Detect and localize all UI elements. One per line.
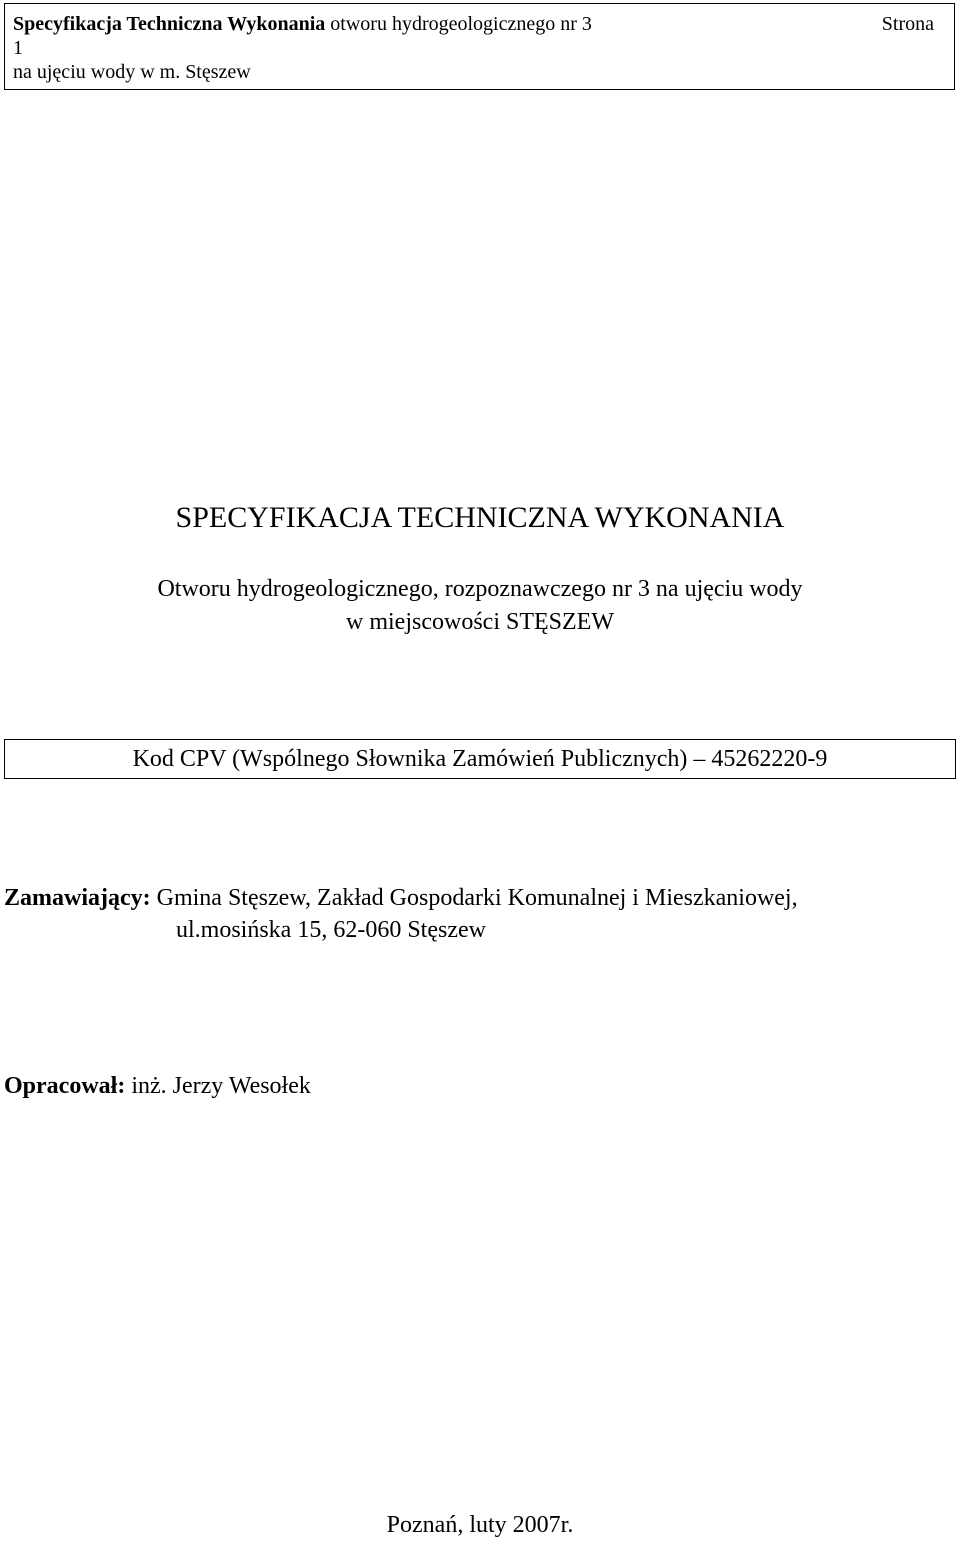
header-location: na ujęciu wody w m. Stęszew — [13, 61, 251, 83]
ordering-party-label: Zamawiający: — [4, 885, 151, 911]
author — [4, 1071, 311, 1101]
cpv-code-text: Kod CPV (Wspólnego Słownika Zamówień Publicznych) – 45262220-9 — [132, 746, 828, 772]
header-page-number: 1 — [13, 37, 23, 59]
ordering-party — [4, 883, 798, 913]
author-value: inż. Jerzy Wesołek — [125, 1073, 311, 1099]
header-title-rest: otworu hydrogeologicznego nr 3 — [325, 13, 592, 35]
cpv-code-box — [4, 739, 956, 779]
document-title: SPECYFIKACJA TECHNICZNA WYKONANIA — [175, 501, 785, 534]
ordering-party-value: Gmina Stęszew, Zakład Gospodarki Komunalnej i Mieszkaniowej, — [150, 885, 798, 911]
document-subtitle-line1: Otworu hydrogeologicznego, rozpoznawczego nr 3 na ujęciu wody — [157, 576, 803, 602]
header-title — [13, 12, 592, 36]
place-and-date: Poznań, luty 2007r. — [386, 1512, 574, 1538]
author-label: Opracował: — [4, 1073, 126, 1099]
page-header — [4, 3, 955, 90]
header-title-bold: Specyfikacja Techniczna Wykonania — [13, 13, 326, 35]
document-subtitle-line2: w miejscowości STĘSZEW — [346, 609, 614, 635]
header-page-label: Strona — [881, 13, 934, 35]
ordering-party-address: ul.mosińska 15, 62-060 Stęszew — [176, 917, 486, 943]
